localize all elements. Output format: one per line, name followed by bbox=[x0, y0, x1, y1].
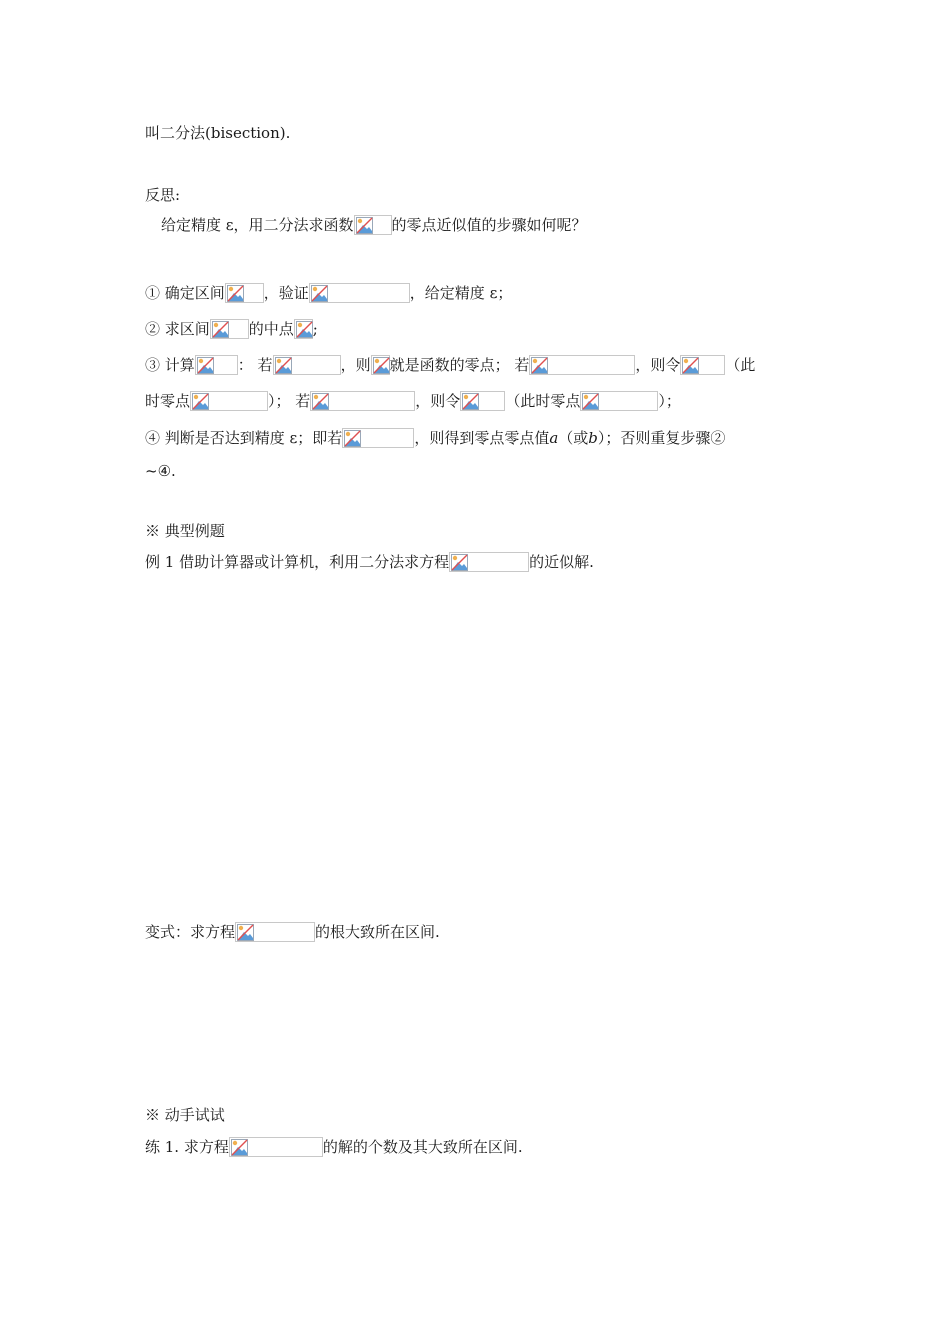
practice-heading bbox=[145, 1104, 225, 1126]
step-2-text-b: 的中点 bbox=[248, 320, 294, 338]
broken-image-icon bbox=[682, 357, 699, 374]
broken-image-icon bbox=[451, 554, 468, 571]
formula-image-midpoint bbox=[294, 319, 313, 339]
step-3-text-f: （此 bbox=[725, 356, 756, 374]
variant-text-post: 的根大致所在区间. bbox=[315, 923, 440, 941]
step-3 bbox=[145, 354, 755, 376]
broken-image-icon bbox=[212, 321, 229, 338]
broken-image-icon bbox=[462, 393, 479, 410]
step-4-text-b: ，则得到零点零点值 bbox=[414, 429, 550, 447]
broken-image-icon bbox=[344, 430, 361, 447]
step-4-text-c: （或 bbox=[558, 429, 589, 447]
formula-image-assign-1 bbox=[680, 355, 725, 375]
definition-text: 叫二分法(bisection). bbox=[145, 124, 291, 142]
examples-heading-text: ※ 典型例题 bbox=[145, 522, 225, 540]
step-4-var-b: b bbox=[588, 429, 598, 447]
formula-image-verify bbox=[309, 283, 410, 303]
broken-image-icon bbox=[311, 285, 328, 302]
step-2-text-c: ; bbox=[312, 320, 318, 338]
formula-image-equation-3 bbox=[229, 1137, 323, 1157]
step-1-text-c: ，给定精度 ε； bbox=[409, 284, 513, 302]
step-1 bbox=[145, 282, 512, 304]
formula-image-precision bbox=[342, 428, 414, 448]
step-3-text-e: ，则令 bbox=[635, 356, 681, 374]
step-3-continued bbox=[145, 390, 681, 412]
step-3-text-a: ③ 计算 bbox=[145, 356, 195, 374]
step-3b-text-e: ）； bbox=[658, 392, 681, 410]
practice-heading-text: ※ 动手试试 bbox=[145, 1106, 225, 1124]
reflection-question bbox=[161, 214, 587, 236]
reflection-heading-text: 反思: bbox=[145, 186, 181, 204]
variant-text-pre: 变式：求方程 bbox=[145, 923, 236, 941]
step-4 bbox=[145, 427, 725, 449]
step-4-var-a: a bbox=[549, 429, 559, 447]
practice-1-text-pre: 练 1. 求方程 bbox=[145, 1138, 229, 1156]
broken-image-icon bbox=[312, 393, 329, 410]
formula-image-c bbox=[371, 355, 390, 375]
formula-image-function bbox=[354, 215, 392, 235]
step-3-text-c: ，则 bbox=[340, 356, 371, 374]
bisection-definition bbox=[145, 122, 290, 144]
step-4-text-a: ④ 判断是否达到精度 ε；即若 bbox=[145, 429, 343, 447]
broken-image-icon bbox=[237, 924, 254, 941]
step-3-text-d: 就是函数的零点； 若 bbox=[389, 356, 530, 374]
step-2-text-a: ② 求区间 bbox=[145, 320, 210, 338]
formula-image-condition-1 bbox=[273, 355, 341, 375]
reflection-heading bbox=[145, 184, 180, 206]
formula-image-interval bbox=[225, 283, 264, 303]
broken-image-icon bbox=[531, 357, 548, 374]
question-text-post: 的零点近似值的步骤如何呢？ bbox=[391, 216, 587, 234]
practice-1-text-post: 的解的个数及其大致所在区间. bbox=[322, 1138, 523, 1156]
examples-heading bbox=[145, 520, 225, 542]
formula-image-compute bbox=[195, 355, 238, 375]
example-1 bbox=[145, 551, 594, 573]
step-4b-text: ~④. bbox=[145, 462, 176, 480]
broken-image-icon bbox=[356, 217, 373, 234]
step-3b-text-d: （此时零点 bbox=[505, 392, 581, 410]
formula-image-equation-1 bbox=[449, 552, 529, 572]
step-3b-text-b: ）； 若 bbox=[268, 392, 311, 410]
step-4-continued bbox=[145, 460, 176, 482]
formula-image-zero-interval-1 bbox=[190, 391, 268, 411]
variant-exercise bbox=[145, 921, 440, 943]
step-3-text-b: ： 若 bbox=[237, 356, 273, 374]
broken-image-icon bbox=[582, 393, 599, 410]
formula-image-equation-2 bbox=[235, 922, 315, 942]
step-3b-text-c: ，则令 bbox=[415, 392, 461, 410]
broken-image-icon bbox=[227, 285, 244, 302]
step-1-text-b: ，验证 bbox=[263, 284, 309, 302]
formula-image-condition-2 bbox=[529, 355, 635, 375]
step-3b-text-a: 时零点 bbox=[145, 392, 191, 410]
step-2 bbox=[145, 318, 318, 340]
broken-image-icon bbox=[373, 357, 390, 374]
question-text-pre: 给定精度 ε，用二分法求函数 bbox=[161, 216, 354, 234]
broken-image-icon bbox=[197, 357, 214, 374]
step-1-text-a: ① 确定区间 bbox=[145, 284, 225, 302]
broken-image-icon bbox=[275, 357, 292, 374]
broken-image-icon bbox=[296, 321, 313, 338]
formula-image-assign-2 bbox=[460, 391, 505, 411]
broken-image-icon bbox=[231, 1139, 248, 1156]
example-1-text-post: 的近似解. bbox=[529, 553, 594, 571]
formula-image-interval-2 bbox=[210, 319, 249, 339]
practice-1 bbox=[145, 1136, 523, 1158]
broken-image-icon bbox=[192, 393, 209, 410]
step-4-text-d: ）；否则重复步骤② bbox=[597, 429, 726, 447]
formula-image-condition-3 bbox=[310, 391, 415, 411]
formula-image-zero-interval-2 bbox=[580, 391, 658, 411]
example-1-text-pre: 例 1 借助计算器或计算机，利用二分法求方程 bbox=[145, 553, 450, 571]
